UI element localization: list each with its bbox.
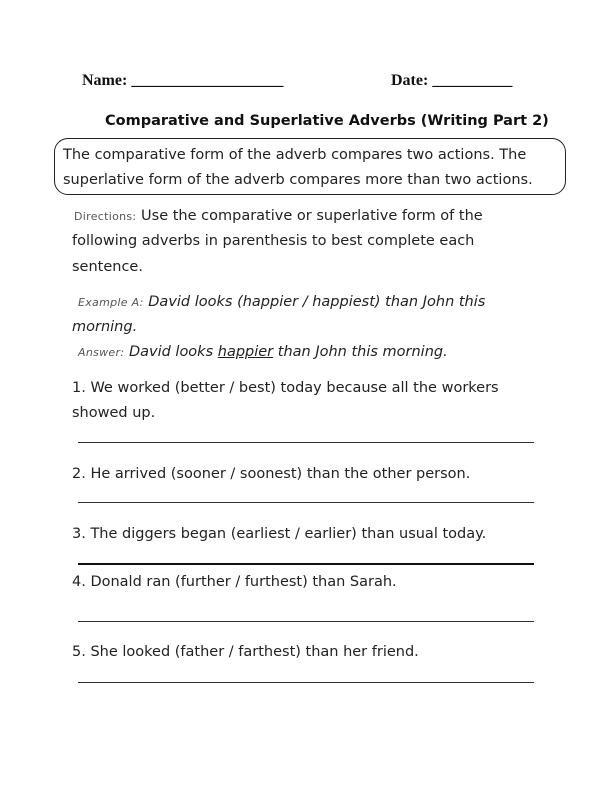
directions-line-2: following adverbs in parenthesis to best complete each — [72, 233, 475, 249]
question-4: 4. Donald ran (further / furthest) than Sarah. — [72, 574, 397, 590]
definition-box — [54, 138, 566, 195]
answer-word: happier — [217, 344, 274, 360]
directions-label: Directions: — [74, 210, 137, 223]
definition-line-1: The comparative form of the adverb compares two actions. The — [63, 147, 527, 163]
example-label: Example A: — [78, 296, 144, 309]
answer-label: Answer: — [78, 346, 125, 359]
directions-block — [74, 204, 574, 229]
example-line-1: David looks (happier / happiest) than John this — [148, 294, 486, 310]
answer-line-3[interactable] — [78, 563, 534, 565]
worksheet-title: Comparative and Superlative Adverbs (Writing Part 2) — [105, 113, 549, 129]
answer-line-5[interactable] — [78, 682, 534, 683]
answer-block — [78, 340, 448, 365]
question-2: 2. He arrived (sooner / soonest) than the other person. — [72, 466, 471, 482]
question-5: 5. She looked (father / farthest) than her friend. — [72, 644, 419, 660]
answer-suffix: than John this morning. — [277, 344, 448, 360]
answer-line-2[interactable] — [78, 502, 534, 503]
name-field-label: Name: ___________________ — [82, 72, 284, 89]
example-block — [78, 290, 485, 315]
definition-line-2: superlative form of the adverb compares more than two actions. — [63, 172, 533, 188]
directions-line-3: sentence. — [72, 259, 143, 275]
question-3: 3. The diggers began (earliest / earlier) than usual today. — [72, 526, 487, 542]
date-field-label: Date: __________ — [391, 72, 513, 89]
example-line-2: morning. — [72, 319, 138, 335]
question-1-line-1: 1. We worked (better / best) today because all the workers — [72, 380, 499, 396]
answer-line-4[interactable] — [78, 621, 534, 622]
answer-line-1[interactable] — [78, 442, 534, 443]
question-1-line-2: showed up. — [72, 405, 156, 421]
directions-line-1: Use the comparative or superlative form of the — [141, 208, 483, 224]
answer-prefix: David looks — [128, 344, 214, 360]
